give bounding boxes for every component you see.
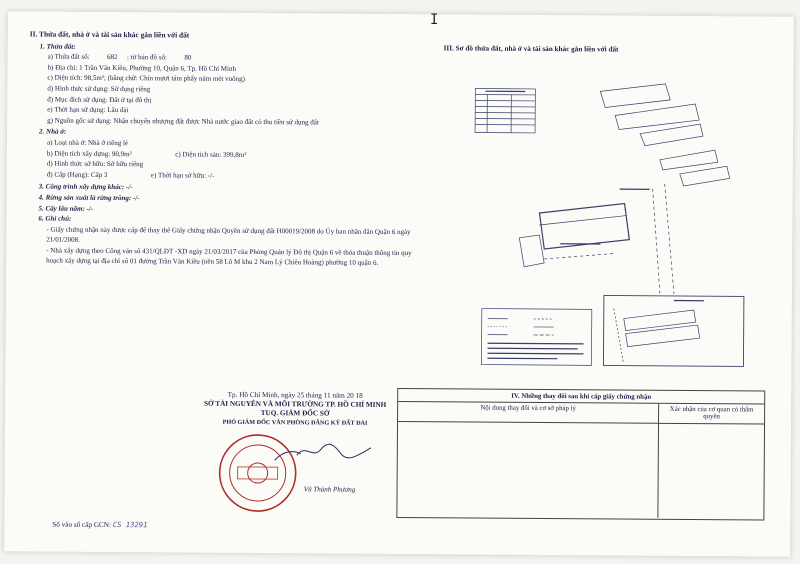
section-title: II. Thửa đất, nhà ở và tài sản khác gắn liền với đất — [29, 29, 190, 40]
official-seal-icon — [214, 430, 301, 517]
grade-row — [29, 169, 419, 182]
changes-col-confirm-header: Xác nhận của cơ quan có thẩm quyền — [659, 404, 764, 425]
notes-heading: 6. Ghi chú: — [38, 214, 72, 223]
changes-col-content — [397, 402, 659, 518]
house-type-line: a) Loại nhà ở: Nhà ở riêng lẻ — [46, 138, 129, 148]
use-form-line: d) Hình thức sử dụng: Sử dụng riêng — [47, 84, 151, 94]
sheet-label: ; tờ bản đồ số: — [127, 53, 167, 62]
place-date: Tp. Hồ Chí Minh, ngày 25 tháng 11 năm 20 18 — [227, 390, 363, 400]
parcel-number: 682 — [107, 53, 118, 62]
note-2: - Nhà xây dựng theo Công văn số 431/QLĐT -XD ngày 21/03/2017 của Phòng Quản lý Đô thị Quận 6 về thỏa thuận thông tin quy hoạch xây dựng tại địa chỉ số 01 đường Trần Văn Kiều (nền 58 Lô M khu 2 Nam Lý Chiêu Hoàng) phường 10 quận 6. — [46, 246, 412, 268]
build-area: b) Diện tích xây dựng: 90,9m² — [46, 149, 132, 158]
gcn-label: Số vào sổ cấp GCN: — [52, 520, 112, 529]
changes-table-title: IV. Những thay đổi sau khi cấp giấy chứng nhận — [398, 389, 764, 405]
signer-name: Vũ Thành Phương — [303, 485, 356, 494]
map-section-title: III. Sơ đồ thửa đất, nhà ở và tài sản khác gắn liền với đất — [443, 44, 619, 54]
house-heading: 2. Nhà ở: — [39, 127, 67, 137]
issuing-org: SỞ TÀI NGUYÊN VÀ MÔI TRƯỜNG TP. HỒ CHÍ MINH — [204, 399, 387, 409]
changes-col-content-header: Nội dung thay đổi và cơ sở pháp lý — [398, 402, 658, 424]
floor-area: c) Diện tích sàn: 399,8m² — [175, 149, 247, 159]
planted-forest: 4. Rừng sản xuất là rừng trồng: -/- — [38, 193, 140, 203]
term-line: e) Thời hạn sử dụng: Lâu dài — [47, 105, 129, 115]
own-term: e) Thời hạn sở hữu: -/- — [150, 170, 215, 180]
parcel-label: a) Thửa đất số: — [47, 52, 90, 62]
gcn-number: CS 13291 — [112, 520, 148, 530]
gcn-entry — [52, 520, 147, 530]
main-parcel — [539, 203, 629, 250]
ownership-line: d) Hình thức sở hữu: Sở hữu riêng — [46, 159, 144, 169]
address-line: b) Địa chỉ: 1 Trần Văn Kiều, Phường 10, Quận 6, Tp. Hồ Chí Minh — [47, 63, 236, 73]
signer-role: TUQ. GIÁM ĐỐC SỞ — [260, 409, 330, 418]
changes-col-confirm — [658, 404, 764, 519]
purpose-line: đ) Mục đích sử dụng: Đất ở tại đô thị — [47, 95, 152, 104]
changes-table — [396, 388, 765, 521]
land-house-info — [28, 29, 420, 269]
detail-inset — [603, 295, 743, 366]
grade: đ) Cấp (Hạng): Cấp 3 — [46, 170, 108, 179]
signer-sub-role: PHÓ GIÁM ĐỐC VĂN PHÒNG ĐĂNG KÝ ĐẤT ĐAI — [222, 418, 368, 427]
other-works: 3. Công trình xây dựng khác: -/- — [38, 182, 133, 192]
legend-box — [481, 309, 591, 366]
sheet-number: 80 — [184, 53, 192, 62]
parcel-sketch — [463, 62, 765, 384]
land-heading: 1. Thửa đất: — [39, 42, 76, 51]
note-1: - Giấy chứng nhận này được cấp để thay thế Giấy chứng nhận Quyền sử dụng đất H00019/2008 do Ủy ban nhân dân Quận 6 ngày 21/01/2008. — [46, 225, 411, 245]
signature-icon — [295, 441, 375, 462]
certificate-page — [4, 11, 794, 556]
perennial-trees: 5. Cây lâu năm: -/- — [38, 203, 94, 213]
text-cursor-icon: I — [430, 12, 439, 28]
origin-line: g) Nguồn gốc sử dụng: Nhận chuyển nhượng đất được Nhà nước giao đất có thu tiền sử dụng đất — [47, 116, 319, 127]
area-line: c) Diện tích: 98,5m²; (bằng chữ: Chín mươi tám phẩy năm mét vuông) — [47, 73, 245, 84]
